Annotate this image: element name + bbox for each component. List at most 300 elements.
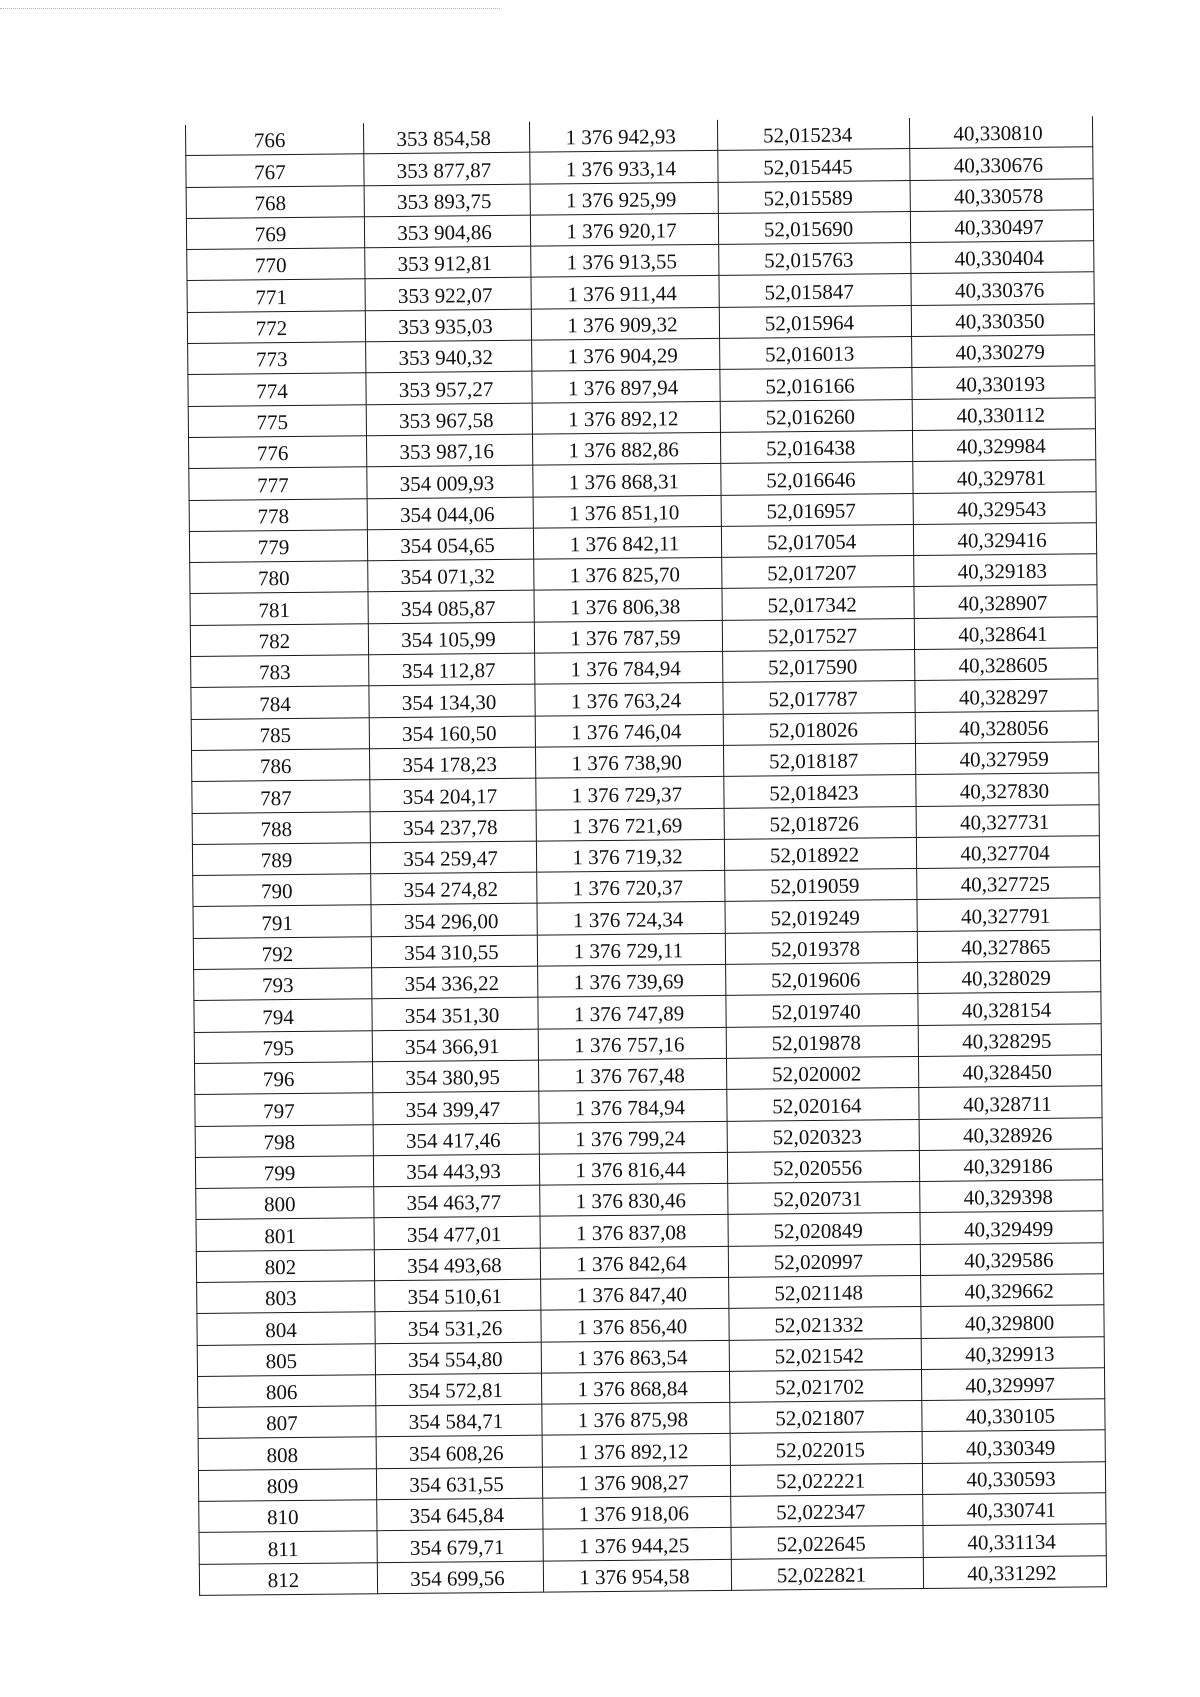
x-coordinate-cell: [366, 434, 532, 467]
cell-text: 1 376 933,14: [565, 155, 677, 181]
latitude-cell: [723, 650, 915, 683]
cell-text: 40,328154: [961, 997, 1052, 1023]
y-coordinate-cell: [540, 1246, 728, 1279]
cell-text: 793: [261, 973, 294, 998]
point-number-cell: [195, 1093, 373, 1126]
cell-text: 1 376 799,24: [575, 1126, 686, 1152]
x-coordinate-cell: [364, 215, 530, 248]
cell-text: 1 376 724,34: [572, 906, 684, 933]
cell-text: 354 160,50: [401, 720, 497, 746]
longitude-cell: [918, 992, 1101, 1025]
cell-text: 52,015589: [763, 185, 853, 211]
cell-text: 1 376 739,69: [573, 969, 684, 995]
cell-text: 777: [257, 472, 289, 497]
x-coordinate-cell: [377, 1498, 543, 1531]
cell-text: 354 274,82: [403, 877, 499, 903]
cell-text: 778: [257, 503, 290, 529]
cell-text: 772: [255, 316, 288, 341]
cell-text: 353 957,27: [398, 376, 494, 402]
longitude-cell: [922, 1461, 1105, 1494]
latitude-cell: [726, 963, 918, 996]
cell-text: 40,328297: [958, 684, 1049, 710]
point-number-cell: [196, 1187, 374, 1220]
cell-text: 52,017527: [767, 623, 858, 649]
point-number-cell: [189, 530, 367, 563]
cell-text: 354 134,30: [401, 689, 497, 715]
cell-text: 40,331292: [967, 1560, 1057, 1586]
y-coordinate-cell: [541, 1371, 729, 1404]
cell-text: 354 493,68: [407, 1252, 502, 1278]
latitude-cell: [726, 994, 918, 1027]
cell-text: 1 376 868,84: [577, 1376, 688, 1402]
point-number-cell: [198, 1437, 376, 1470]
cell-text: 354 085,87: [400, 595, 496, 621]
longitude-cell: [916, 804, 1099, 837]
cell-text: 354 417,46: [405, 1127, 501, 1153]
cell-text: 52,021332: [774, 1312, 864, 1337]
latitude-cell: [721, 493, 913, 526]
cell-text: 354 572,81: [408, 1378, 504, 1404]
cell-text: 789: [260, 848, 293, 873]
y-coordinate-cell: [531, 245, 719, 278]
longitude-cell: [913, 491, 1096, 524]
cell-text: 52,018026: [768, 717, 859, 743]
point-number-cell: [194, 1030, 372, 1063]
longitude-cell: [916, 836, 1099, 869]
y-coordinate-cell: [530, 182, 718, 215]
latitude-cell: [718, 180, 910, 213]
y-coordinate-cell: [533, 495, 721, 528]
x-coordinate-cell: [366, 372, 532, 405]
point-number-cell: [199, 1500, 377, 1533]
x-coordinate-cell: [376, 1436, 542, 1469]
cell-text: 782: [258, 629, 291, 654]
cell-text: 40,328605: [958, 653, 1048, 678]
point-number-cell: [195, 1062, 373, 1095]
point-number-cell: [189, 498, 367, 531]
cell-text: 52,018726: [769, 811, 859, 837]
cell-text: 353 854,58: [396, 126, 492, 152]
longitude-cell: [914, 617, 1097, 650]
longitude-cell: [923, 1524, 1106, 1557]
point-number-cell: [188, 404, 366, 437]
point-number-cell: [195, 1124, 373, 1157]
latitude-cell: [725, 931, 917, 964]
cell-text: 790: [260, 879, 293, 904]
cell-text: 785: [259, 722, 292, 748]
y-coordinate-cell: [543, 1496, 731, 1529]
cell-text: 40,331134: [967, 1529, 1056, 1555]
x-coordinate-cell: [375, 1342, 541, 1375]
y-coordinate-cell: [532, 370, 720, 403]
x-coordinate-cell: [373, 1091, 539, 1124]
x-coordinate-cell: [366, 403, 532, 436]
cell-text: 40,328926: [962, 1122, 1053, 1148]
cell-text: 52,020164: [772, 1093, 862, 1118]
cell-text: 769: [254, 222, 287, 247]
cell-text: 40,329662: [964, 1278, 1054, 1304]
cell-text: 40,328641: [958, 621, 1048, 647]
cell-text: 353 912,81: [397, 251, 493, 277]
latitude-cell: [727, 1088, 919, 1121]
x-coordinate-cell: [369, 653, 535, 686]
cell-text: 353 877,87: [396, 157, 492, 183]
cell-text: 804: [265, 1317, 297, 1342]
longitude-cell: [915, 648, 1098, 681]
latitude-cell: [728, 1213, 920, 1246]
cell-text: 40,330193: [955, 371, 1046, 397]
cell-text: 354 112,87: [401, 658, 496, 684]
longitude-cell: [910, 210, 1093, 243]
cell-text: 40,330676: [953, 152, 1044, 178]
x-coordinate-cell: [365, 309, 531, 342]
cell-text: 52,017787: [768, 686, 858, 712]
cell-text: 809: [266, 1474, 299, 1499]
longitude-cell: [911, 272, 1094, 305]
cell-text: 1 376 842,64: [576, 1251, 687, 1277]
point-number-cell: [186, 154, 364, 187]
latitude-cell: [720, 337, 912, 370]
cell-text: 353 893,75: [396, 188, 492, 214]
latitude-cell: [727, 1119, 919, 1152]
longitude-cell: [918, 961, 1101, 994]
cell-text: 806: [265, 1380, 298, 1405]
cell-text: 52,015847: [764, 279, 854, 305]
longitude-cell: [921, 1305, 1104, 1338]
y-coordinate-cell: [542, 1403, 730, 1436]
cell-text: 52,020997: [773, 1249, 864, 1275]
x-coordinate-cell: [364, 184, 530, 217]
cell-text: 52,022645: [776, 1531, 866, 1557]
longitude-cell: [912, 335, 1095, 368]
point-number-cell: [199, 1562, 377, 1595]
x-coordinate-cell: [368, 591, 534, 624]
cell-text: 1 376 918,06: [578, 1501, 690, 1527]
cell-text: 1 376 909,32: [567, 312, 678, 338]
y-coordinate-cell: [543, 1559, 731, 1592]
cell-text: 795: [262, 1035, 295, 1061]
y-coordinate-cell: [530, 151, 718, 184]
x-coordinate-cell: [374, 1248, 540, 1281]
longitude-cell: [915, 679, 1098, 712]
cell-text: 52,016260: [765, 404, 856, 430]
point-number-cell: [193, 874, 371, 907]
cell-text: 1 376 851,10: [569, 500, 680, 526]
cell-text: 767: [254, 159, 286, 184]
point-number-cell: [192, 843, 370, 876]
x-coordinate-cell: [376, 1467, 542, 1500]
x-coordinate-cell: [376, 1404, 542, 1437]
point-number-cell: [190, 561, 368, 594]
x-coordinate-cell: [374, 1217, 540, 1250]
y-coordinate-cell: [540, 1215, 728, 1248]
cell-text: 786: [259, 754, 292, 779]
longitude-cell: [912, 366, 1095, 399]
longitude-cell: [922, 1399, 1105, 1432]
cell-text: 354 443,93: [406, 1159, 501, 1185]
cell-text: 52,021148: [774, 1280, 864, 1306]
y-coordinate-cell: [536, 839, 724, 872]
cell-text: 52,021702: [774, 1374, 865, 1400]
x-coordinate-cell: [369, 685, 535, 718]
cell-text: 40,329186: [963, 1153, 1053, 1179]
cell-text: 52,020731: [773, 1186, 863, 1212]
cell-text: 768: [254, 190, 287, 216]
cell-text: 52,017207: [767, 561, 857, 586]
cell-text: 354 554,80: [407, 1346, 503, 1372]
cell-text: 40,329183: [957, 559, 1048, 585]
cell-text: 1 376 944,25: [578, 1532, 690, 1558]
longitude-cell: [921, 1274, 1104, 1307]
longitude-cell: [922, 1430, 1105, 1463]
y-coordinate-cell: [537, 870, 725, 903]
cell-text: 52,015234: [762, 122, 853, 148]
cell-text: 52,015763: [764, 248, 854, 273]
cell-text: 1 376 892,12: [578, 1438, 689, 1465]
cell-text: 40,330578: [953, 183, 1044, 209]
point-number-cell: [188, 436, 366, 469]
longitude-cell: [917, 929, 1100, 962]
latitude-cell: [720, 399, 912, 432]
y-coordinate-cell: [539, 1121, 727, 1154]
cell-text: 354 105,99: [401, 627, 496, 652]
cell-text: 353 922,07: [397, 282, 493, 308]
cell-text: 40,329913: [965, 1341, 1055, 1367]
latitude-cell: [718, 149, 910, 182]
latitude-cell: [729, 1275, 921, 1308]
x-coordinate-cell: [368, 622, 534, 655]
longitude-cell: [923, 1493, 1106, 1526]
x-coordinate-cell: [367, 497, 533, 530]
cell-text: 40,330810: [953, 121, 1043, 146]
point-number-cell: [198, 1468, 376, 1501]
cell-text: 1 376 757,16: [574, 1032, 685, 1058]
cell-text: 40,329997: [965, 1372, 1055, 1398]
point-number-cell: [192, 749, 370, 782]
x-coordinate-cell: [373, 1154, 539, 1187]
latitude-cell: [722, 618, 914, 651]
cell-text: 1 376 816,44: [575, 1157, 686, 1183]
latitude-cell: [717, 118, 909, 151]
cell-text: 805: [265, 1348, 298, 1374]
cell-text: 1 376 729,11: [573, 938, 684, 964]
cell-text: 52,022821: [776, 1562, 867, 1588]
cell-text: 40,327725: [960, 872, 1051, 898]
cell-text: 354 399,47: [405, 1096, 501, 1122]
cell-text: 40,330279: [955, 340, 1045, 365]
cell-text: 770: [254, 253, 287, 278]
cell-text: 1 376 925,99: [565, 187, 677, 213]
cell-text: 788: [260, 816, 293, 842]
y-coordinate-cell: [539, 1152, 727, 1185]
cell-text: 354 608,26: [408, 1440, 504, 1466]
cell-text: 799: [263, 1161, 296, 1186]
y-coordinate-cell: [540, 1183, 728, 1216]
cell-text: 1 376 868,31: [568, 468, 680, 494]
cell-text: 1 376 767,48: [574, 1063, 685, 1089]
document-page: [185, 116, 1106, 1596]
point-number-cell: [192, 780, 370, 813]
latitude-cell: [730, 1432, 922, 1465]
cell-text: 792: [261, 942, 294, 967]
cell-text: 354 645,84: [409, 1503, 505, 1529]
cell-text: 1 376 825,70: [569, 562, 681, 588]
cell-text: 40,330404: [954, 246, 1045, 272]
x-coordinate-cell: [376, 1373, 542, 1406]
cell-text: 1 376 875,98: [577, 1407, 689, 1433]
cell-text: 1 376 842,11: [569, 531, 680, 557]
cell-text: 1 376 856,40: [576, 1313, 688, 1339]
cell-text: 1 376 892,12: [568, 406, 679, 432]
longitude-cell: [914, 554, 1097, 587]
cell-text: 1 376 719,32: [572, 844, 683, 870]
latitude-cell: [729, 1307, 921, 1340]
cell-text: 52,022221: [775, 1468, 866, 1494]
cell-text: 1 376 837,08: [575, 1219, 687, 1245]
longitude-cell: [917, 867, 1100, 900]
point-number-cell: [188, 373, 366, 406]
latitude-cell: [723, 743, 915, 776]
latitude-cell: [723, 712, 915, 745]
latitude-cell: [719, 243, 911, 276]
x-coordinate-cell: [367, 465, 533, 498]
cell-text: 1 376 729,37: [571, 781, 683, 807]
cell-text: 354 531,26: [407, 1315, 503, 1341]
cell-text: 40,330349: [965, 1435, 1056, 1461]
x-coordinate-cell: [370, 810, 536, 843]
cell-text: 52,015964: [764, 310, 855, 336]
latitude-cell: [722, 556, 914, 589]
cell-text: 40,329781: [956, 465, 1047, 491]
longitude-cell: [912, 429, 1095, 462]
longitude-cell: [916, 773, 1099, 806]
point-number-cell: [198, 1406, 376, 1439]
y-coordinate-cell: [538, 996, 726, 1029]
cell-text: 354 463,77: [406, 1190, 502, 1216]
cell-text: 797: [263, 1098, 295, 1123]
x-coordinate-cell: [367, 528, 533, 561]
y-coordinate-cell: [537, 902, 725, 935]
latitude-cell: [721, 524, 913, 557]
cell-text: 1 376 920,17: [566, 218, 677, 244]
cell-text: 1 376 913,55: [566, 249, 678, 275]
latitude-cell: [725, 900, 917, 933]
cell-text: 354 054,65: [400, 533, 495, 559]
point-number-cell: [198, 1375, 376, 1408]
cell-text: 52,016646: [766, 467, 856, 492]
x-coordinate-cell: [372, 1029, 538, 1062]
cell-text: 52,018922: [769, 842, 860, 868]
longitude-cell: [913, 460, 1096, 493]
cell-text: 1 376 806,38: [569, 594, 681, 620]
point-number-cell: [197, 1312, 375, 1345]
cell-text: 40,327791: [960, 903, 1051, 929]
coordinate-table-body: [185, 116, 1106, 1595]
cell-text: 354 679,71: [409, 1534, 505, 1560]
cell-text: 40,327830: [959, 778, 1050, 804]
cell-text: 52,020849: [773, 1218, 863, 1244]
cell-text: 354 699,56: [410, 1565, 505, 1591]
cell-text: 776: [256, 441, 289, 466]
cell-text: 1 376 746,04: [571, 719, 682, 745]
longitude-cell: [911, 304, 1094, 337]
latitude-cell: [729, 1338, 921, 1371]
point-number-cell: [196, 1218, 374, 1251]
point-number-cell: [194, 999, 372, 1032]
y-coordinate-cell: [534, 589, 722, 622]
cell-text: 40,329499: [963, 1216, 1054, 1242]
cell-text: 354 510,61: [407, 1284, 503, 1310]
latitude-cell: [728, 1182, 920, 1215]
x-coordinate-cell: [374, 1185, 540, 1218]
cell-text: 779: [257, 535, 290, 560]
longitude-cell: [920, 1242, 1103, 1275]
point-number-cell: [195, 1156, 373, 1189]
y-coordinate-cell: [543, 1528, 731, 1561]
cell-text: 354 009,93: [399, 470, 495, 496]
cell-text: 52,022347: [776, 1499, 866, 1525]
cell-text: 1 376 763,24: [570, 687, 682, 713]
cell-text: 787: [260, 785, 292, 810]
y-coordinate-cell: [532, 401, 720, 434]
y-coordinate-cell: [535, 714, 723, 747]
y-coordinate-cell: [541, 1277, 729, 1310]
longitude-cell: [921, 1336, 1104, 1369]
cell-text: 354 380,95: [405, 1065, 501, 1091]
cell-text: 775: [256, 409, 289, 435]
cell-text: 40,329800: [964, 1310, 1055, 1336]
y-coordinate-cell: [531, 307, 719, 340]
y-coordinate-cell: [529, 120, 717, 153]
cell-text: 40,327959: [959, 746, 1049, 772]
cell-text: 354 477,01: [406, 1221, 502, 1247]
point-number-cell: [194, 968, 372, 1001]
point-number-cell: [186, 185, 364, 218]
longitude-cell: [920, 1180, 1103, 1213]
cell-text: 354 631,55: [409, 1472, 504, 1497]
x-coordinate-cell: [369, 716, 535, 749]
point-number-cell: [188, 342, 366, 375]
longitude-cell: [919, 1117, 1102, 1150]
cell-text: 40,330593: [966, 1466, 1056, 1492]
cell-text: 1 376 847,40: [576, 1282, 687, 1308]
cell-text: 791: [261, 910, 294, 936]
latitude-cell: [726, 1056, 918, 1089]
cell-text: 812: [267, 1567, 300, 1593]
longitude-cell: [918, 1023, 1101, 1056]
cell-text: 40,329416: [957, 527, 1047, 553]
longitude-cell: [915, 742, 1098, 775]
cell-text: 774: [256, 378, 288, 403]
longitude-cell: [910, 147, 1093, 180]
cell-text: 1 376 784,94: [570, 656, 681, 682]
point-number-cell: [193, 936, 371, 969]
cell-text: 1 376 830,46: [575, 1188, 687, 1214]
x-coordinate-cell: [365, 278, 531, 311]
point-number-cell: [193, 905, 371, 938]
cell-text: 773: [255, 347, 288, 372]
cell-text: 353 904,86: [397, 220, 492, 246]
cell-text: 353 940,32: [398, 345, 494, 371]
cell-text: 354 204,17: [402, 783, 498, 809]
cell-text: 1 376 897,94: [567, 374, 679, 401]
x-coordinate-cell: [363, 122, 529, 154]
latitude-cell: [723, 681, 915, 714]
cell-text: 40,330112: [956, 402, 1046, 428]
x-coordinate-cell: [372, 966, 538, 999]
cell-text: 40,328056: [959, 715, 1049, 741]
cell-text: 354 584,71: [408, 1409, 504, 1435]
